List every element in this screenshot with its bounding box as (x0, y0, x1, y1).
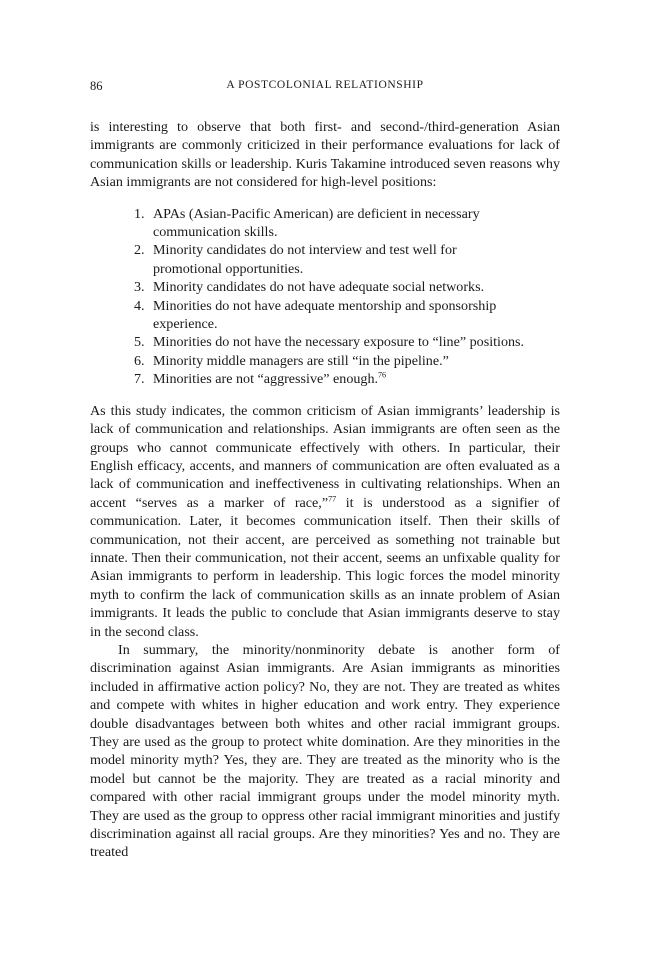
running-head: A POSTCOLONIAL RELATIONSHIP (226, 79, 424, 91)
list-item (134, 278, 527, 296)
list-item (134, 241, 527, 278)
intro-paragraph: is interesting to observe that both first- and second-/third-generation Asian immigrants are commonly criticized in their performance evaluations for lack of communication skills or leadership. Kuris Takamine introduced seven reasons why Asian immigrants are not considered for high-level positions: (90, 119, 560, 191)
list-item (134, 205, 527, 242)
list-number: 6. (134, 352, 145, 369)
list-text: Minority middle managers are still “in the pipeline.” (153, 352, 449, 369)
list-number: 2. (134, 242, 145, 259)
page-header (90, 79, 560, 99)
list-text: Minorities are not “aggressive” enough. (153, 371, 379, 388)
list-text: Minority candidates do not interview and test well for promotional opportunities. (153, 242, 457, 277)
list-number: 4. (134, 297, 145, 314)
body-text (90, 118, 560, 862)
list-text: APAs (Asian-Pacific American) are deficient in necessary communication skills. (153, 205, 480, 241)
paragraph-text-part2: it is understood as a signifier of communication. Later, it becomes communication itself. Then their skills of communication, not their accent, are perceived as something not trainable but innate. Then their communication, not their accent, seems an unfixable quality for Asian immigrants to perform in leadership. This logic forces the model minority myth to confirm the lack of communication skills as an innate problem of Asian immigrants. It leads the public to conclude that Asian immigrants deserve to stay in the second class. (90, 494, 560, 640)
footnote-ref-76[interactable]: 76 (378, 370, 387, 380)
list-item (134, 333, 527, 351)
list-text: Minority candidates do not have adequate social networks. (153, 279, 485, 296)
list-item (134, 370, 527, 388)
list-number: 5. (134, 334, 145, 351)
page-number: 86 (90, 79, 103, 93)
summary-paragraph: In summary, the minority/nonminority debate is another form of discrimination against Asian immigrants. Are Asian immigrants as minorities included in affirmative action policy? No, they are not. They are treated as whites and compete with whites in higher education and work entry. They experience double disadvantages between both whites and other racial immigrant groups. They are used as the group to protect white domination. Are they minorities in the model minority myth? Yes, they are. They are treated as the minority who is the model but cannot be the majority. They are treated as a racial minority and compared with other racial immigrant groups under the model minority myth. They are used as the group to oppress other racial immigrant minorities and justify discrimination against all racial groups. Are they minorities? Yes and no. They are treated (90, 641, 560, 861)
paragraph-text-part1: As this study indicates, the common criticism of Asian immigrants’ leadership is lack of communication and relationships. Asian immigrants are often seen as the groups who cannot communicate effectively with others. In particular, their English efficacy, accents, and manners of communication are often evaluated as a lack of communication and ineffectiveness in cultivating relationships. When an accent “serves as a marker of race,” (90, 402, 560, 511)
list-item (134, 297, 527, 334)
footnote-ref-77[interactable]: 77 (328, 494, 337, 504)
list-number: 3. (134, 279, 145, 296)
list-number: 7. (134, 371, 145, 388)
list-number: 1. (134, 205, 145, 222)
list-item (134, 352, 527, 370)
reasons-list (90, 205, 527, 389)
list-text: Minorities do not have adequate mentorship and sponsorship experience. (153, 297, 497, 333)
list-text: Minorities do not have the necessary exposure to “line” positions. (153, 334, 525, 351)
communication-paragraph (90, 402, 560, 641)
